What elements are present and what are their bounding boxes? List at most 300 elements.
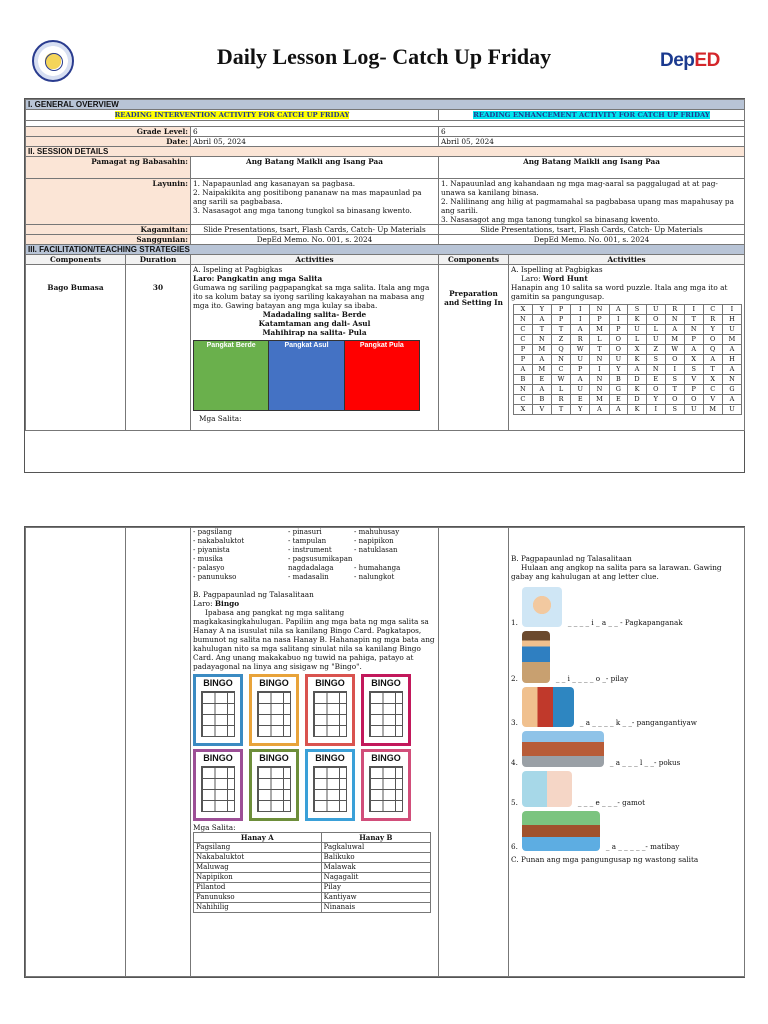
word-grid-cell: U: [722, 325, 741, 335]
kagamitan-right: Slide Presentations, tsart, Flash Cards, Catch- Up Materials: [439, 225, 745, 235]
clue-text: _ a _ _ _ _ _- matibay: [605, 842, 680, 851]
hanay-b-cell: Kantiyaw: [321, 893, 430, 903]
right-activity-instructions: Hanapin ang 10 salita sa word puzzle. Itala ang mga ito at gamitin sa pangungusap.: [511, 283, 728, 301]
word-grid-cell: U: [571, 385, 590, 395]
word-grid-cell: L: [590, 335, 609, 345]
picture-clue: [511, 771, 742, 807]
word-grid-cell: S: [665, 375, 684, 385]
word-grid-cell: A: [722, 395, 741, 405]
component-bago-bumasa: Bago Bumasa: [26, 265, 126, 431]
word-grid-cell: N: [514, 385, 533, 395]
word-grid-cell: N: [514, 315, 533, 325]
word-list-item: - humahanga: [354, 564, 401, 572]
word-grid-cell: T: [590, 345, 609, 355]
word-grid-cell: N: [590, 305, 609, 315]
word-list-item: - pinasuri: [288, 528, 322, 536]
word-grid-cell: O: [646, 385, 665, 395]
word-grid-cell: P: [514, 355, 533, 365]
hanay-row: [194, 873, 431, 883]
word-grid-cell: T: [684, 315, 703, 325]
word-list-item: - mahuhusay: [354, 528, 400, 536]
picture-clue: [511, 587, 742, 627]
bingo-card: [193, 749, 243, 821]
bingo-cards-row-1: [193, 674, 436, 746]
word-grid-cell: R: [703, 315, 722, 325]
word-grid-cell: A: [609, 405, 628, 415]
word-grid-row: [514, 305, 742, 315]
hanay-b-cell: Pilay: [321, 883, 430, 893]
clue-number: 6.: [511, 842, 518, 851]
section-heading-session: II. SESSION DETAILS: [26, 147, 745, 157]
hanay-a-cell: Nahihilig: [194, 903, 322, 913]
bingo-card-title: BINGO: [203, 678, 233, 688]
word-grid-cell: E: [646, 375, 665, 385]
word-grid-cell: C: [703, 305, 722, 315]
bingo-card: [193, 674, 243, 746]
bingo-card: [249, 674, 299, 746]
level-mid: Katamtaman ang dali- Asul: [258, 319, 371, 328]
bingo-card-title: BINGO: [259, 753, 289, 763]
word-grid-cell: A: [609, 305, 628, 315]
b-instructions: Ipabasa ang pangkat ng mga salitang magkakasingkahulugan. Papiliin ang mga bata ng mga salita sa Hanay A na isusulat nila sa kanilang Bingo Card. Pagkatapos, bumunot ng salita na nasa Hanay B. Hahanapin ng mga bata ang kahulugan nito sa mga salitang sinulat nila sa kanilang Bingo Card. Ang unang makakabuo ng tuwid na pahiga, patayo at padayagonal na linya ang sisigaw ng "Bingo".: [193, 608, 435, 671]
doctor-icon: [522, 771, 572, 807]
col-header-activities-right: Activities: [509, 255, 745, 265]
word-grid-cell: Y: [532, 305, 551, 315]
word-grid-cell: P: [684, 335, 703, 345]
word-grid-cell: Z: [551, 335, 570, 345]
word-grid-cell: E: [571, 395, 590, 405]
word-grid-cell: N: [590, 385, 609, 395]
word-grid-cell: A: [722, 345, 741, 355]
layunin-right-item: 2. Nalilinang ang hilig at pagmamahal sa pagbabasa upang mas mapahusay pa ang sarili.: [441, 197, 734, 215]
word-grid-cell: T: [665, 385, 684, 395]
section-heading-overview: I. GENERAL OVERVIEW: [26, 100, 745, 110]
word-grid-cell: M: [532, 365, 551, 375]
word-grid-cell: I: [722, 305, 741, 315]
bingo-card-grid: [257, 766, 291, 812]
word-grid-cell: A: [628, 365, 647, 375]
c-title: C. Punan ang mga pangungusap ng wastong salita: [511, 855, 699, 864]
hanay-row: [194, 863, 431, 873]
word-list-item: - napipikon: [354, 537, 394, 545]
clue-text: _ a _ _ _ _ k _ _- pangangantiyaw: [579, 718, 697, 727]
word-grid-cell: M: [665, 335, 684, 345]
col-header-activities: Activities: [191, 255, 439, 265]
word-grid-cell: O: [703, 335, 722, 345]
word-grid-cell: T: [703, 365, 722, 375]
grade-level-label: Grade Level:: [26, 127, 191, 137]
word-list-item: - tampulan: [288, 537, 327, 545]
word-grid-cell: Y: [646, 395, 665, 405]
layunin-right-item: 3. Nasasagot ang mga tanong tungkol sa binasang kwento.: [441, 215, 660, 224]
word-grid-cell: N: [722, 375, 741, 385]
word-grid-cell: O: [684, 395, 703, 405]
word-grid-cell: A: [684, 345, 703, 355]
bingo-card-grid: [257, 691, 291, 737]
col-header-duration: Duration: [126, 255, 191, 265]
hanay-a-cell: Napipikon: [194, 873, 322, 883]
layunin-right-item: 1. Napauunlad ang kahandaan ng mga mag-aaral sa paggalugad at at pag- unawa sa kanilang binasa.: [441, 179, 718, 197]
enhancement-activity-title: READING ENHANCEMENT ACTIVITY FOR CATCH UP FRIDAY: [473, 111, 710, 119]
bingo-card-grid: [201, 766, 235, 812]
mga-salita-label: Mga Salita:: [199, 414, 242, 423]
word-grid-cell: C: [514, 325, 533, 335]
word-grid-cell: N: [590, 355, 609, 365]
page-title: Daily Lesson Log- Catch Up Friday: [216, 44, 552, 69]
hanay-a-cell: Pilantod: [194, 883, 322, 893]
word-grid-cell: S: [646, 355, 665, 365]
word-grid-cell: O: [665, 355, 684, 365]
bingo-card: [305, 749, 355, 821]
layunin-left-item: 3. Nasasagot ang mga tanong tungkol sa binasang kwento.: [193, 206, 412, 215]
word-grid-row: [514, 375, 742, 385]
col-header-components-right: Components: [439, 255, 509, 265]
word-grid-cell: E: [532, 375, 551, 385]
word-grid-cell: A: [590, 405, 609, 415]
b-title: B. Pagpapaunlad ng Talasalitaan: [193, 590, 314, 599]
word-grid-row: [514, 315, 742, 325]
grade-level-right: 6: [439, 127, 745, 137]
bingo-card-grid: [201, 691, 235, 737]
word-grid-cell: K: [628, 385, 647, 395]
group-blue: Pangkat Asul: [269, 341, 344, 410]
word-grid-cell: L: [551, 385, 570, 395]
clue-text: _ _ _ _ i _ a _ _ - Pagkapanganak: [567, 618, 683, 627]
school-icon: [522, 731, 604, 767]
layunin-left-item: 2. Naipakikita ang positibong pananaw na mas mapaunlad pa ang sarili sa pagbabasa.: [193, 188, 422, 206]
word-grid-cell: D: [628, 375, 647, 385]
word-grid-cell: S: [628, 305, 647, 315]
right-activity-a-title: A. Ispelling at Pagbigkas: [511, 265, 603, 274]
bingo-card-grid: [313, 691, 347, 737]
clue-number: 4.: [511, 758, 518, 767]
layunin-left-item: 1. Napapaunlad ang kasanayan sa pagbasa.: [193, 179, 356, 188]
word-grid-cell: S: [684, 365, 703, 375]
word-grid-cell: P: [514, 345, 533, 355]
word-grid-cell: U: [722, 405, 741, 415]
word-grid-cell: C: [551, 365, 570, 375]
word-grid-cell: O: [609, 335, 628, 345]
bingo-card-title: BINGO: [203, 753, 233, 763]
baby-icon: [522, 587, 562, 627]
level-hard: Mahihirap na salita- Pula: [262, 328, 367, 337]
word-grid-cell: Z: [646, 345, 665, 355]
bingo-cards-row-2: [193, 749, 436, 821]
date-left: Abril 05, 2024: [191, 137, 439, 147]
word-grid-cell: O: [665, 395, 684, 405]
word-grid-cell: V: [532, 405, 551, 415]
bingo-card-grid: [369, 766, 403, 812]
duration-value: 30: [126, 265, 191, 431]
word-grid-cell: Y: [609, 365, 628, 375]
pamagat-label: Pamagat ng Babasahin:: [26, 157, 191, 179]
clue-text: _ _ i _ _ _ _ o _- pilay: [555, 674, 629, 683]
lesson-page-2: [24, 526, 745, 978]
word-grid-cell: G: [722, 385, 741, 395]
bingo-card: [361, 674, 411, 746]
word-grid-cell: L: [646, 325, 665, 335]
word-grid-cell: S: [665, 405, 684, 415]
word-grid-cell: P: [609, 325, 628, 335]
word-grid-cell: R: [551, 395, 570, 405]
word-grid-cell: E: [609, 395, 628, 405]
component-preparation: Preparation and Setting In: [439, 265, 509, 431]
pamagat-right: Ang Batang Maikli ang Isang Paa: [439, 157, 745, 179]
word-grid-row: [514, 405, 742, 415]
word-grid-row: [514, 365, 742, 375]
lesson-table-1: [25, 99, 745, 431]
word-grid-cell: A: [532, 385, 551, 395]
word-grid-cell: N: [684, 325, 703, 335]
deped-logo-prefix: Dep: [660, 50, 695, 71]
picture-clue: [511, 631, 742, 683]
hanay-b-cell: Balikuko: [321, 853, 430, 863]
word-grid-cell: B: [609, 375, 628, 385]
word-grid-cell: I: [665, 365, 684, 375]
word-grid-cell: A: [514, 365, 533, 375]
hanay-b-cell: Ninanais: [321, 903, 430, 913]
word-grid-cell: A: [532, 355, 551, 365]
word-list-item: - nalungkot: [354, 573, 395, 581]
clue-number: 3.: [511, 718, 518, 727]
word-grid-cell: I: [609, 315, 628, 325]
word-grid-cell: H: [722, 315, 741, 325]
word-grid-cell: P: [590, 315, 609, 325]
word-grid-cell: T: [551, 405, 570, 415]
word-grid-cell: Y: [571, 405, 590, 415]
hanay-a-cell: Nakabaluktot: [194, 853, 322, 863]
hanay-a-cell: Maluwag: [194, 863, 322, 873]
word-grid-cell: A: [532, 315, 551, 325]
hanay-row: [194, 903, 431, 913]
word-grid-cell: G: [609, 385, 628, 395]
picture-clue-list: [511, 587, 742, 851]
word-grid-cell: P: [551, 305, 570, 315]
word-list: [193, 528, 436, 582]
word-grid-cell: I: [684, 305, 703, 315]
word-grid-cell: T: [551, 325, 570, 335]
hanay-a-header: Hanay A: [194, 833, 322, 843]
word-grid-cell: U: [646, 335, 665, 345]
grade-level-left: 6: [191, 127, 439, 137]
word-grid-cell: M: [590, 325, 609, 335]
bingo-card: [249, 749, 299, 821]
hanay-b-cell: Pagkaluwal: [321, 843, 430, 853]
word-grid-cell: R: [665, 305, 684, 315]
clue-number: 5.: [511, 798, 518, 807]
layunin-left: [191, 179, 439, 225]
word-grid-cell: P: [551, 315, 570, 325]
hanay-row: [194, 853, 431, 863]
group-green: Pangkat Berde: [194, 341, 269, 410]
word-grid-row: [514, 395, 742, 405]
word-grid-cell: N: [551, 355, 570, 365]
hanay-a-cell: Pagsilang: [194, 843, 322, 853]
word-grid-cell: U: [609, 355, 628, 365]
word-grid-cell: K: [628, 315, 647, 325]
layunin-right: [439, 179, 745, 225]
word-grid-cell: H: [722, 355, 741, 365]
word-list-item: - instrument: [288, 546, 332, 554]
kagamitan-label: Kagamitan:: [26, 225, 191, 235]
word-grid-cell: L: [628, 335, 647, 345]
word-grid-cell: X: [628, 345, 647, 355]
hanay-b-cell: Malawak: [321, 863, 430, 873]
level-easy: Madadaling salita- Berde: [262, 310, 367, 319]
group-columns: [193, 340, 420, 411]
word-grid-cell: C: [514, 335, 533, 345]
word-grid-cell: A: [571, 375, 590, 385]
word-grid-cell: R: [571, 335, 590, 345]
word-grid-cell: M: [532, 345, 551, 355]
word-grid-cell: V: [684, 375, 703, 385]
hanay-table: [193, 832, 431, 913]
word-grid-cell: U: [571, 355, 590, 365]
word-grid-cell: Q: [551, 345, 570, 355]
bingo-card-grid: [313, 766, 347, 812]
pamagat-left: Ang Batang Maikli ang Isang Paa: [191, 157, 439, 179]
col-header-components: Components: [26, 255, 126, 265]
right-game-label: Laro:: [521, 274, 541, 283]
deped-logo-suffix: ED: [694, 50, 720, 71]
bingo-card-grid: [369, 691, 403, 737]
word-grid-cell: I: [571, 315, 590, 325]
word-grid-cell: C: [514, 395, 533, 405]
word-grid-cell: X: [514, 305, 533, 315]
b-game-name: Bingo: [214, 599, 240, 608]
hanay-row: [194, 893, 431, 903]
mga-salita-label-2: Mga Salita:: [193, 823, 236, 832]
word-grid-cell: I: [646, 405, 665, 415]
bingo-card: [361, 749, 411, 821]
word-grid-row: [514, 385, 742, 395]
word-list-item: - musika: [193, 555, 223, 563]
hanay-row: [194, 843, 431, 853]
clue-number: 2.: [511, 674, 518, 683]
word-grid-row: [514, 325, 742, 335]
word-grid-cell: X: [703, 375, 722, 385]
word-grid-cell: D: [628, 395, 647, 405]
clue-text: _ a _ _ _ l _ _- pokus: [609, 758, 681, 767]
group-red: Pangkat Pula: [345, 341, 419, 410]
word-grid-cell: M: [722, 335, 741, 345]
word-grid-cell: W: [551, 375, 570, 385]
right-b-title: B. Pagpapaunlad ng Talasalitaan: [511, 554, 632, 563]
hanay-b-header: Hanay B: [321, 833, 430, 843]
word-list-item: - natuklasan: [354, 546, 398, 554]
section-heading-facilitation: III. FACILITATION/TEACHING STRATEGIES: [26, 245, 745, 255]
word-grid-cell: C: [703, 385, 722, 395]
word-grid-row: [514, 335, 742, 345]
picture-clue: [511, 731, 742, 767]
word-list-item: - palasyo: [193, 564, 225, 572]
hanay-b-cell: Nagagalit: [321, 873, 430, 883]
clue-number: 1.: [511, 618, 518, 627]
lesson-page-1: [24, 98, 745, 473]
word-grid-cell: T: [532, 325, 551, 335]
bingo-card-title: BINGO: [315, 678, 345, 688]
word-grid-row: [514, 355, 742, 365]
left-activity-cell: [191, 265, 439, 431]
picture-clue: [511, 811, 742, 851]
word-grid-cell: I: [571, 305, 590, 315]
page2-right-cell: [509, 528, 745, 977]
word-grid-cell: X: [684, 355, 703, 365]
word-grid-cell: M: [703, 405, 722, 415]
deped-logo: [660, 50, 720, 72]
bridge-icon: [522, 811, 600, 851]
word-grid-cell: Q: [703, 345, 722, 355]
word-grid-cell: N: [532, 335, 551, 345]
word-grid-cell: N: [665, 315, 684, 325]
activity-instructions: Gumawa ng sariling pagpapangkat sa mga salita. Itala ang mga ito sa kolum batay sa iyong sariling kakayahan na mabasa ang mga ito. Gawing batayan ang mga kulay sa ibaba.: [193, 283, 430, 310]
word-grid-cell: U: [646, 305, 665, 315]
teasing-kids-icon: [522, 687, 574, 727]
word-grid-cell: M: [590, 395, 609, 405]
lesson-table-2: [25, 527, 745, 977]
picture-clue: [511, 687, 742, 727]
word-grid-cell: U: [684, 405, 703, 415]
right-game-name: Word Hunt: [542, 274, 588, 283]
word-grid-cell: I: [590, 365, 609, 375]
kagamitan-left: Slide Presentations, tsart, Flash Cards, Catch- Up Materials: [191, 225, 439, 235]
word-grid-cell: B: [514, 375, 533, 385]
word-grid-cell: A: [703, 355, 722, 365]
word-grid-cell: V: [703, 395, 722, 405]
word-grid-cell: K: [628, 405, 647, 415]
word-grid-cell: N: [590, 375, 609, 385]
word-list-item: - piyanista: [193, 546, 230, 554]
word-grid-cell: U: [628, 325, 647, 335]
word-list-item: - madasalin: [288, 573, 329, 581]
word-grid-cell: A: [722, 365, 741, 375]
clue-text: _ _ _ e _ _ _- gamot: [577, 798, 646, 807]
bingo-card-title: BINGO: [315, 753, 345, 763]
word-list-item: - nakabaluktot: [193, 537, 245, 545]
right-activity-cell: [509, 265, 745, 431]
word-grid-cell: A: [571, 325, 590, 335]
sanggunian-left: DepEd Memo. No. 001, s. 2024: [191, 235, 439, 245]
word-list-item: - pagsilang: [193, 528, 232, 536]
right-b-instructions: Hulaan ang angkop na salita para sa larawan. Gawing gabay ang kahulugan at ang letter clue.: [511, 563, 722, 581]
date-label: Date:: [26, 137, 191, 147]
word-grid-cell: O: [609, 345, 628, 355]
word-list-item: nagdadalaga: [288, 564, 334, 572]
layunin-label: Layunin:: [26, 179, 191, 225]
word-grid-cell: X: [514, 405, 533, 415]
word-grid-cell: W: [665, 345, 684, 355]
bingo-card: [305, 674, 355, 746]
word-grid-cell: W: [571, 345, 590, 355]
game-name: Pangkatin ang mga Salita: [216, 274, 323, 283]
b-game-label: Laro:: [193, 599, 213, 608]
hanay-a-cell: Panunukso: [194, 893, 322, 903]
page2-left-cell: [191, 528, 439, 977]
word-grid-cell: Y: [703, 325, 722, 335]
intervention-activity-title: READING INTERVENTION ACTIVITY FOR CATCH UP FRIDAY: [114, 111, 350, 119]
word-grid-cell: P: [684, 385, 703, 395]
word-list-item: - panunukso: [193, 573, 237, 581]
hanay-row: [194, 883, 431, 893]
word-grid-cell: B: [532, 395, 551, 405]
word-puzzle-grid: [513, 304, 742, 415]
bingo-card-title: BINGO: [371, 678, 401, 688]
bingo-card-title: BINGO: [259, 678, 289, 688]
bingo-card-title: BINGO: [371, 753, 401, 763]
sanggunian-right: DepEd Memo. No. 001, s. 2024: [439, 235, 745, 245]
sanggunian-label: Sanggunian:: [26, 235, 191, 245]
game-label: Laro:: [193, 274, 215, 283]
